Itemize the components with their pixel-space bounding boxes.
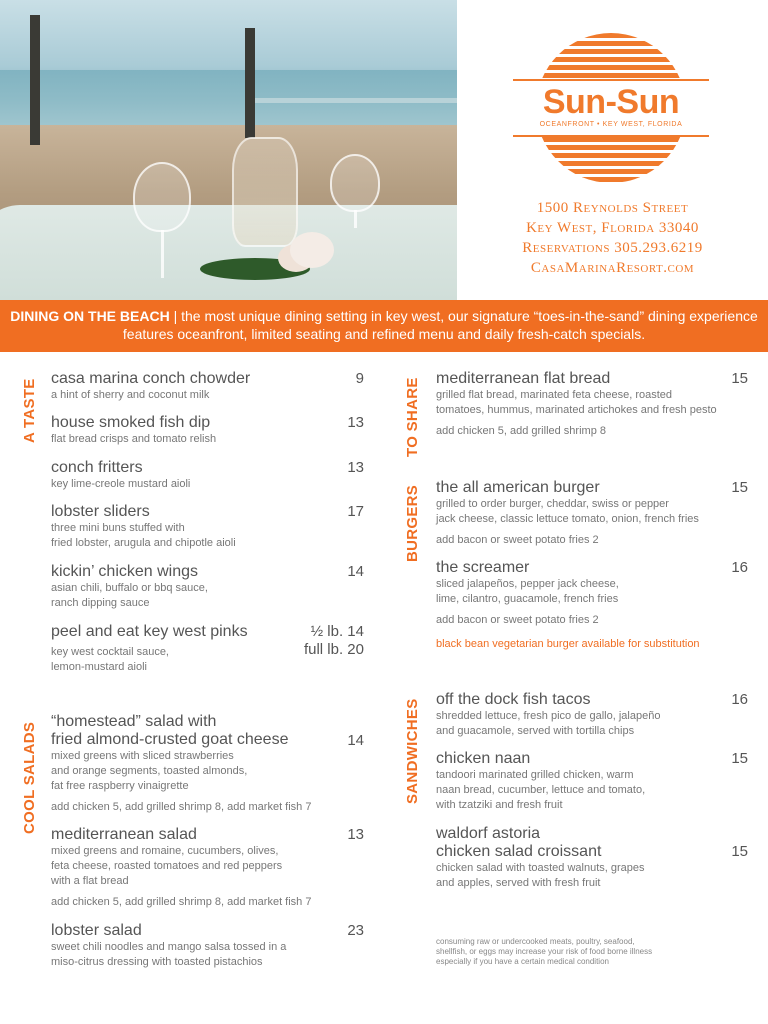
item-desc: chicken salad with toasted walnuts, grapes	[436, 862, 645, 874]
item-desc: and guacamole, served with tortilla chips	[436, 725, 635, 737]
hero	[0, 0, 768, 300]
menu-item	[51, 370, 250, 403]
photo-torch	[245, 28, 255, 138]
brand-tagline: OCEANFRONT • KEY WEST, FLORIDA	[539, 121, 683, 128]
item-name: the all american burger	[436, 479, 600, 496]
photo-hurricane-lamp	[232, 137, 298, 247]
item-price: 9	[355, 370, 364, 387]
item-price: 15	[731, 370, 748, 387]
item-desc: sweet chili noodles and mango salsa tossed in a	[51, 941, 287, 953]
menu-item	[436, 750, 645, 813]
item-price: 17	[347, 503, 364, 520]
menu-item	[436, 559, 619, 628]
logo-panel	[457, 0, 768, 300]
address-block	[457, 198, 768, 278]
beach-table-photo	[0, 0, 457, 300]
item-name: the screamer	[436, 559, 530, 576]
item-desc: flat bread crisps and tomato relish	[51, 433, 217, 445]
photo-wine-glass	[133, 162, 191, 232]
item-desc: a hint of sherry and coconut milk	[51, 389, 210, 401]
item-price: 13	[347, 459, 364, 476]
item-name: mediterranean flat bread	[436, 370, 611, 387]
item-desc: tandoori marinated grilled chicken, warm	[436, 769, 634, 781]
food-safety-disclaimer	[436, 937, 706, 967]
item-price: 16	[731, 691, 748, 708]
photo-wine-glass	[330, 154, 380, 212]
menu-item	[51, 922, 286, 970]
item-desc: key west cocktail sauce,	[51, 646, 169, 658]
menu-item	[51, 563, 208, 611]
brand-name: Sun-Sun	[542, 83, 680, 121]
item-name: casa marina conch chowder	[51, 370, 251, 387]
photo-glass-stem	[161, 230, 164, 278]
item-desc: and apples, served with fresh fruit	[436, 877, 601, 889]
item-addons: add chicken 5, add grilled shrimp 8, add market fish 7	[51, 896, 312, 908]
item-price: 15	[731, 479, 748, 496]
menu-item	[436, 691, 660, 739]
item-price: 14	[347, 563, 364, 580]
item-price: 15	[731, 843, 748, 860]
section-to-share: TO SHARE	[404, 377, 421, 457]
item-price: 13	[347, 414, 364, 431]
disclaimer-line: shellfish, or eggs may increase your risk of food borne illness	[436, 947, 653, 956]
menu-item	[51, 503, 236, 551]
menu-item	[51, 459, 190, 492]
section-a-taste: A TASTE	[21, 378, 38, 443]
street: 1500 Reynolds Street	[536, 200, 689, 216]
item-desc: key lime-creole mustard aioli	[51, 478, 191, 490]
item-desc: lime, cilantro, guacamole, french fries	[436, 593, 619, 605]
item-desc: miso-citrus dressing with toasted pistachios	[51, 956, 263, 968]
item-desc: with a flat bread	[51, 875, 129, 887]
photo-leaf	[200, 258, 310, 280]
item-name: conch fritters	[51, 459, 143, 476]
item-desc: fried lobster, arugula and chipotle aioli	[51, 537, 236, 549]
photo-orchid	[290, 232, 334, 268]
intro-banner	[0, 300, 768, 352]
menu-item	[436, 370, 717, 439]
vegetarian-note: black bean vegetarian burger available for substitution	[436, 638, 700, 650]
item-desc: asian chili, buffalo or bbq sauce,	[51, 582, 208, 594]
menu-item	[51, 414, 216, 447]
item-price-half: ½ lb. 14	[310, 623, 364, 640]
item-addons: add chicken 5, add grilled shrimp 8	[436, 425, 606, 437]
item-price-full: full lb. 20	[303, 641, 364, 658]
item-name: “homestead” salad with	[51, 713, 217, 730]
item-name: lobster salad	[51, 922, 142, 939]
item-name: off the dock fish tacos	[436, 691, 591, 708]
item-desc: lemon-mustard aioli	[51, 661, 147, 673]
item-desc: mixed greens with sliced strawberries	[51, 750, 234, 762]
photo-table	[0, 205, 457, 300]
item-price: 14	[347, 732, 364, 749]
item-desc: shredded lettuce, fresh pico de gallo, jalapeño	[436, 710, 661, 722]
website-link[interactable]: CasaMarinaResort.com	[530, 260, 695, 276]
item-desc: jack cheese, classic lettuce tomato, onion, french fries	[436, 513, 699, 525]
item-price: 13	[347, 826, 364, 843]
item-name: fried almond-crusted goat cheese	[51, 731, 289, 748]
banner-text: | the most unique dining setting in key west, our signature “toes-in-the-sand” dining experience features oceanfront, limited seating and refined menu and daily fresh-catch specials.	[122, 308, 758, 342]
photo-torch	[30, 15, 40, 145]
item-price: 23	[347, 922, 364, 939]
item-desc: grilled flat bread, marinated feta cheese, roasted	[436, 389, 673, 401]
item-desc: naan bread, cucumber, lettuce and tomato,	[436, 784, 646, 796]
item-desc: mixed greens and romaine, cucumbers, olives,	[51, 845, 279, 857]
menu-item	[51, 623, 248, 675]
item-desc: tomatoes, hummus, marinated artichokes and fresh pesto	[436, 404, 717, 416]
item-addons: add bacon or sweet potato fries 2	[436, 534, 599, 546]
item-desc: with tzatziki and fresh fruit	[436, 799, 563, 811]
item-desc: fat free raspberry vinaigrette	[51, 780, 189, 792]
item-addons: add bacon or sweet potato fries 2	[436, 614, 599, 626]
item-desc: grilled to order burger, cheddar, swiss or pepper	[436, 498, 669, 510]
item-name: house smoked fish dip	[51, 414, 211, 431]
item-name: lobster sliders	[51, 503, 150, 520]
section-sandwiches: SANDWICHES	[404, 698, 421, 804]
item-name: kickin’ chicken wings	[51, 563, 199, 580]
banner-title: DINING ON THE BEACH	[10, 308, 170, 324]
menu-item	[51, 826, 311, 910]
disclaimer-line: consuming raw or undercooked meats, poultry, seafood,	[436, 937, 635, 946]
photo-pier	[250, 98, 457, 103]
item-desc: ranch dipping sauce	[51, 597, 150, 609]
menu-item	[436, 479, 699, 548]
item-desc: feta cheese, roasted tomatoes and red peppers	[51, 860, 283, 872]
item-name: waldorf astoria	[436, 825, 541, 842]
section-burgers: BURGERS	[404, 484, 421, 562]
photo-glass-stem	[354, 210, 357, 228]
menu-item	[51, 713, 311, 815]
menu-item	[436, 825, 645, 891]
item-name: chicken salad croissant	[436, 843, 602, 860]
item-desc: sliced jalapeños, pepper jack cheese,	[436, 578, 619, 590]
item-name: mediterranean salad	[51, 826, 197, 843]
section-cool-salads: COOL SALADS	[21, 721, 38, 834]
reservations: Reservations 305.293.6219	[522, 240, 703, 256]
item-addons: add chicken 5, add grilled shrimp 8, add market fish 7	[51, 801, 312, 813]
item-name: peel and eat key west pinks	[51, 623, 248, 640]
city: Key West, Florida 33040	[526, 220, 699, 236]
item-desc: and orange segments, toasted almonds,	[51, 765, 248, 777]
item-name: chicken naan	[436, 750, 531, 767]
item-desc: three mini buns stuffed with	[51, 522, 185, 534]
item-price: 15	[731, 750, 748, 767]
disclaimer-line: especially if you have a certain medical condition	[436, 957, 609, 966]
item-price: 16	[731, 559, 748, 576]
